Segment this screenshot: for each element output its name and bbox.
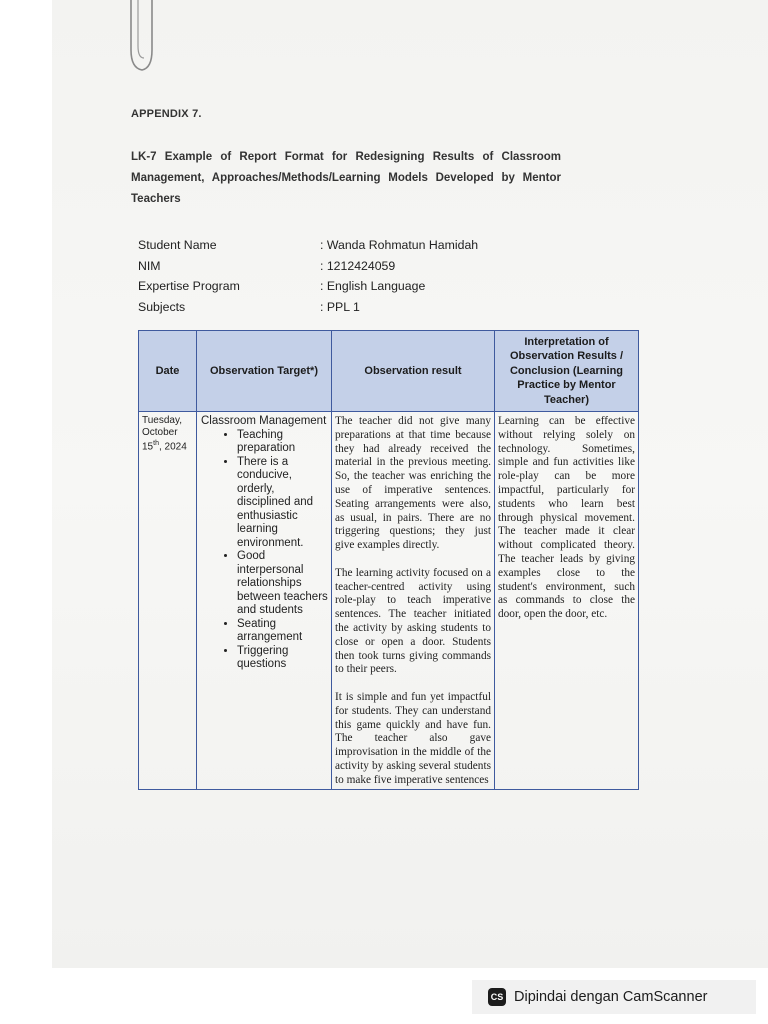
date-line: October [142, 426, 178, 438]
table-row [139, 412, 639, 790]
list-item: • Good interpersonal relationships between teachers and students [237, 550, 329, 618]
info-row-subjects [138, 300, 478, 321]
info-value: : English Language [320, 279, 426, 293]
info-value: : Wanda Rohmatun Hamidah [320, 238, 479, 252]
list-item: • Triggering questions [237, 645, 329, 672]
info-row-expertise-program [138, 279, 478, 300]
appendix-label: APPENDIX 7. [131, 108, 202, 120]
result-paragraph: The learning activity focused on a teacher-centred activity using role-play to teach imperative sentences. The teacher initiated the activity by asking students to close or open a door. Students then took turns giving commands to their peers. [335, 566, 491, 676]
info-label: NIM [138, 258, 161, 273]
date-day: 15 [142, 441, 154, 453]
list-item: • Seating arrangement [237, 618, 329, 645]
info-row-student-name [138, 238, 478, 259]
info-row-nim [138, 259, 478, 280]
info-label: Subjects [138, 299, 186, 314]
info-label: Expertise Program [138, 279, 240, 293]
date-cell [139, 412, 197, 790]
header-interpretation: Interpretation of Observation Results / Conclusion (Learning Practice by Mentor Teacher) [495, 331, 639, 412]
info-label: Student Name [138, 238, 217, 252]
camscanner-label: Dipindai dengan CamScanner [514, 989, 708, 1005]
header-target: Observation Target*) [197, 331, 332, 412]
list-item: • Teaching preparation [237, 429, 329, 456]
date-line [142, 438, 194, 453]
result-paragraph: It is simple and fun yet impactful for students. They can understand this game quickly and have fun. The teacher also gave improvisation in the middle of the activity by asking several students to make five imperative sentences [335, 690, 491, 786]
date-line: Tuesday, [142, 415, 183, 426]
camscanner-logo-icon: CS [488, 988, 506, 1006]
target-cell [197, 412, 332, 790]
header-date: Date [139, 331, 197, 412]
header-result: Observation result [332, 331, 495, 412]
info-value: : PPL 1 [320, 299, 360, 314]
result-paragraph: The teacher did not give many preparations at that time because they had already received the material in the previous meeting. So, the teacher was enriching the use of imperative sentences. Seating arrangements were also, as usual, in pairs. There are no triggering questions; they just give examples directly. [335, 415, 491, 552]
info-value: : 1212424059 [320, 258, 396, 273]
document-title: LK-7 Example of Report Format for Redesigning Results of Classroom Management, Approaches/Methods/Learning Models Developed by Mentor Teachers [131, 151, 561, 205]
target-list [201, 429, 329, 672]
camscanner-watermark [472, 980, 756, 1014]
student-info [138, 238, 478, 320]
interpretation-cell [495, 412, 639, 790]
date-year: , 2024 [158, 441, 187, 453]
paperclip-icon [128, 0, 154, 74]
date-suffix: th [153, 440, 159, 447]
table-header-row [139, 331, 639, 412]
observation-table [138, 330, 639, 790]
result-cell [332, 412, 495, 790]
target-heading: Classroom Management [201, 415, 327, 427]
interpretation-text: Learning can be effective without relying solely on technology. Sometimes, simple and fun activities like role-play can be more impactful, particularly for students who learn best through physical movement. The teacher made it clear without complicated theory. The teacher leads by giving examples close to the student's environment, such as commands to close the door, open the door, etc. [498, 415, 635, 621]
list-item: • There is a conducive, orderly, disciplined and enthusiastic learning environment. [237, 456, 329, 551]
